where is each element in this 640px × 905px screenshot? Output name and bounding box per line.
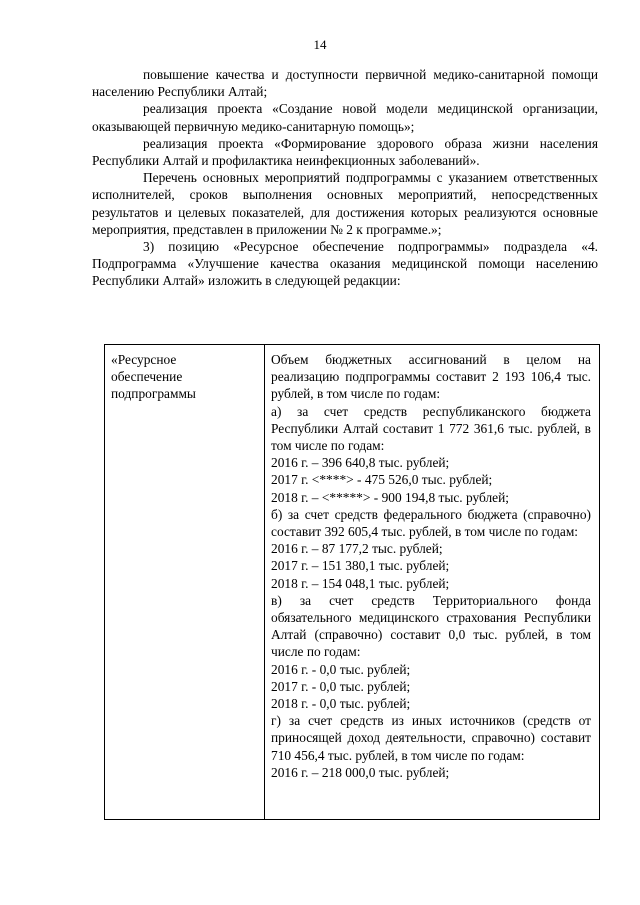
page-number: 14 [313, 37, 327, 52]
table-content-line: 2018 г. – <*****> - 900 194,8 тыс. рублей; [271, 489, 510, 505]
table-content-line: г) за счет средств из иных источников (средств от приносящей доход деятельности, справочно) составит 710 456,4 тыс. рублей, в том числе по годам: [271, 713, 591, 763]
paragraph: повышение качества и доступности первичной медико-санитарной помощи населению Республики Алтай; [92, 67, 598, 100]
table-content-line: 2017 г. – 151 380,1 тыс. рублей; [271, 558, 450, 574]
table-label-cell [105, 345, 265, 819]
paragraph: реализация проекта «Формирование здорового образа жизни населения Республики Алтай и профилактика неинфекционных заболеваний». [92, 135, 598, 169]
table-label-line: подпрограммы [111, 386, 196, 402]
paragraph: Перечень основных мероприятий подпрограммы с указанием ответственных исполнителей, сроков выполнения основных мероприятий, непосредственных результатов и целевых показателей, для достижения которых реализуются основные мероприятия, представлен в приложении № 2 к программе.»; [92, 170, 598, 237]
table-content-line: 2018 г. – 154 048,1 тыс. рублей; [271, 575, 450, 591]
table-content-line: 2016 г. – 218 000,0 тыс. рублей; [271, 764, 450, 780]
table-label-line: обеспечение [111, 369, 183, 385]
table-content-cell [265, 345, 599, 819]
table-content-line: б) за счет средств федерального бюджета (справочно) составит 392 605,4 тыс. рублей, в том числе по годам: [271, 506, 591, 540]
table-content-line: а) за счет средств республиканского бюджета Республики Алтай составит 1 772 361,6 тыс. рублей, в том числе по годам: [271, 403, 591, 454]
table-content-line: 2018 г. - 0,0 тыс. рублей; [271, 696, 411, 712]
table-label-line: «Ресурсное [111, 352, 177, 367]
paragraph: 3) позицию «Ресурсное обеспечение подпрограммы» подраздела «4. Подпрограмма «Улучшение качества оказания медицинской помощи населению Республики Алтай» изложить в следующей редакции: [92, 239, 598, 289]
table-content-line: 2016 г. – 87 177,2 тыс. рублей; [271, 541, 443, 557]
paragraph: реализация проекта «Создание новой модели медицинской организации, оказывающей первичную медико-санитарную помощь»; [92, 101, 598, 134]
table-content-line: в) за счет средств Территориального фонда обязательного медицинского страхования Республики Алтай (справочно) составит 0,0 тыс. рублей, в том числе по годам: [271, 592, 591, 660]
document-body [92, 66, 598, 290]
table-content-line: 2017 г. <****> - 475 526,0 тыс. рублей; [271, 472, 493, 488]
table-content-line: 2016 г. – 396 640,8 тыс. рублей; [271, 455, 450, 471]
table-content-line: 2017 г. - 0,0 тыс. рублей; [271, 678, 411, 694]
table-content-line: Объем бюджетных ассигнований в целом на реализацию подпрограммы составит 2 193 106,4 тыс. рублей, в том числе по годам: [271, 352, 591, 402]
table-content-line: 2016 г. - 0,0 тыс. рублей; [271, 661, 411, 677]
resource-table [104, 344, 600, 820]
